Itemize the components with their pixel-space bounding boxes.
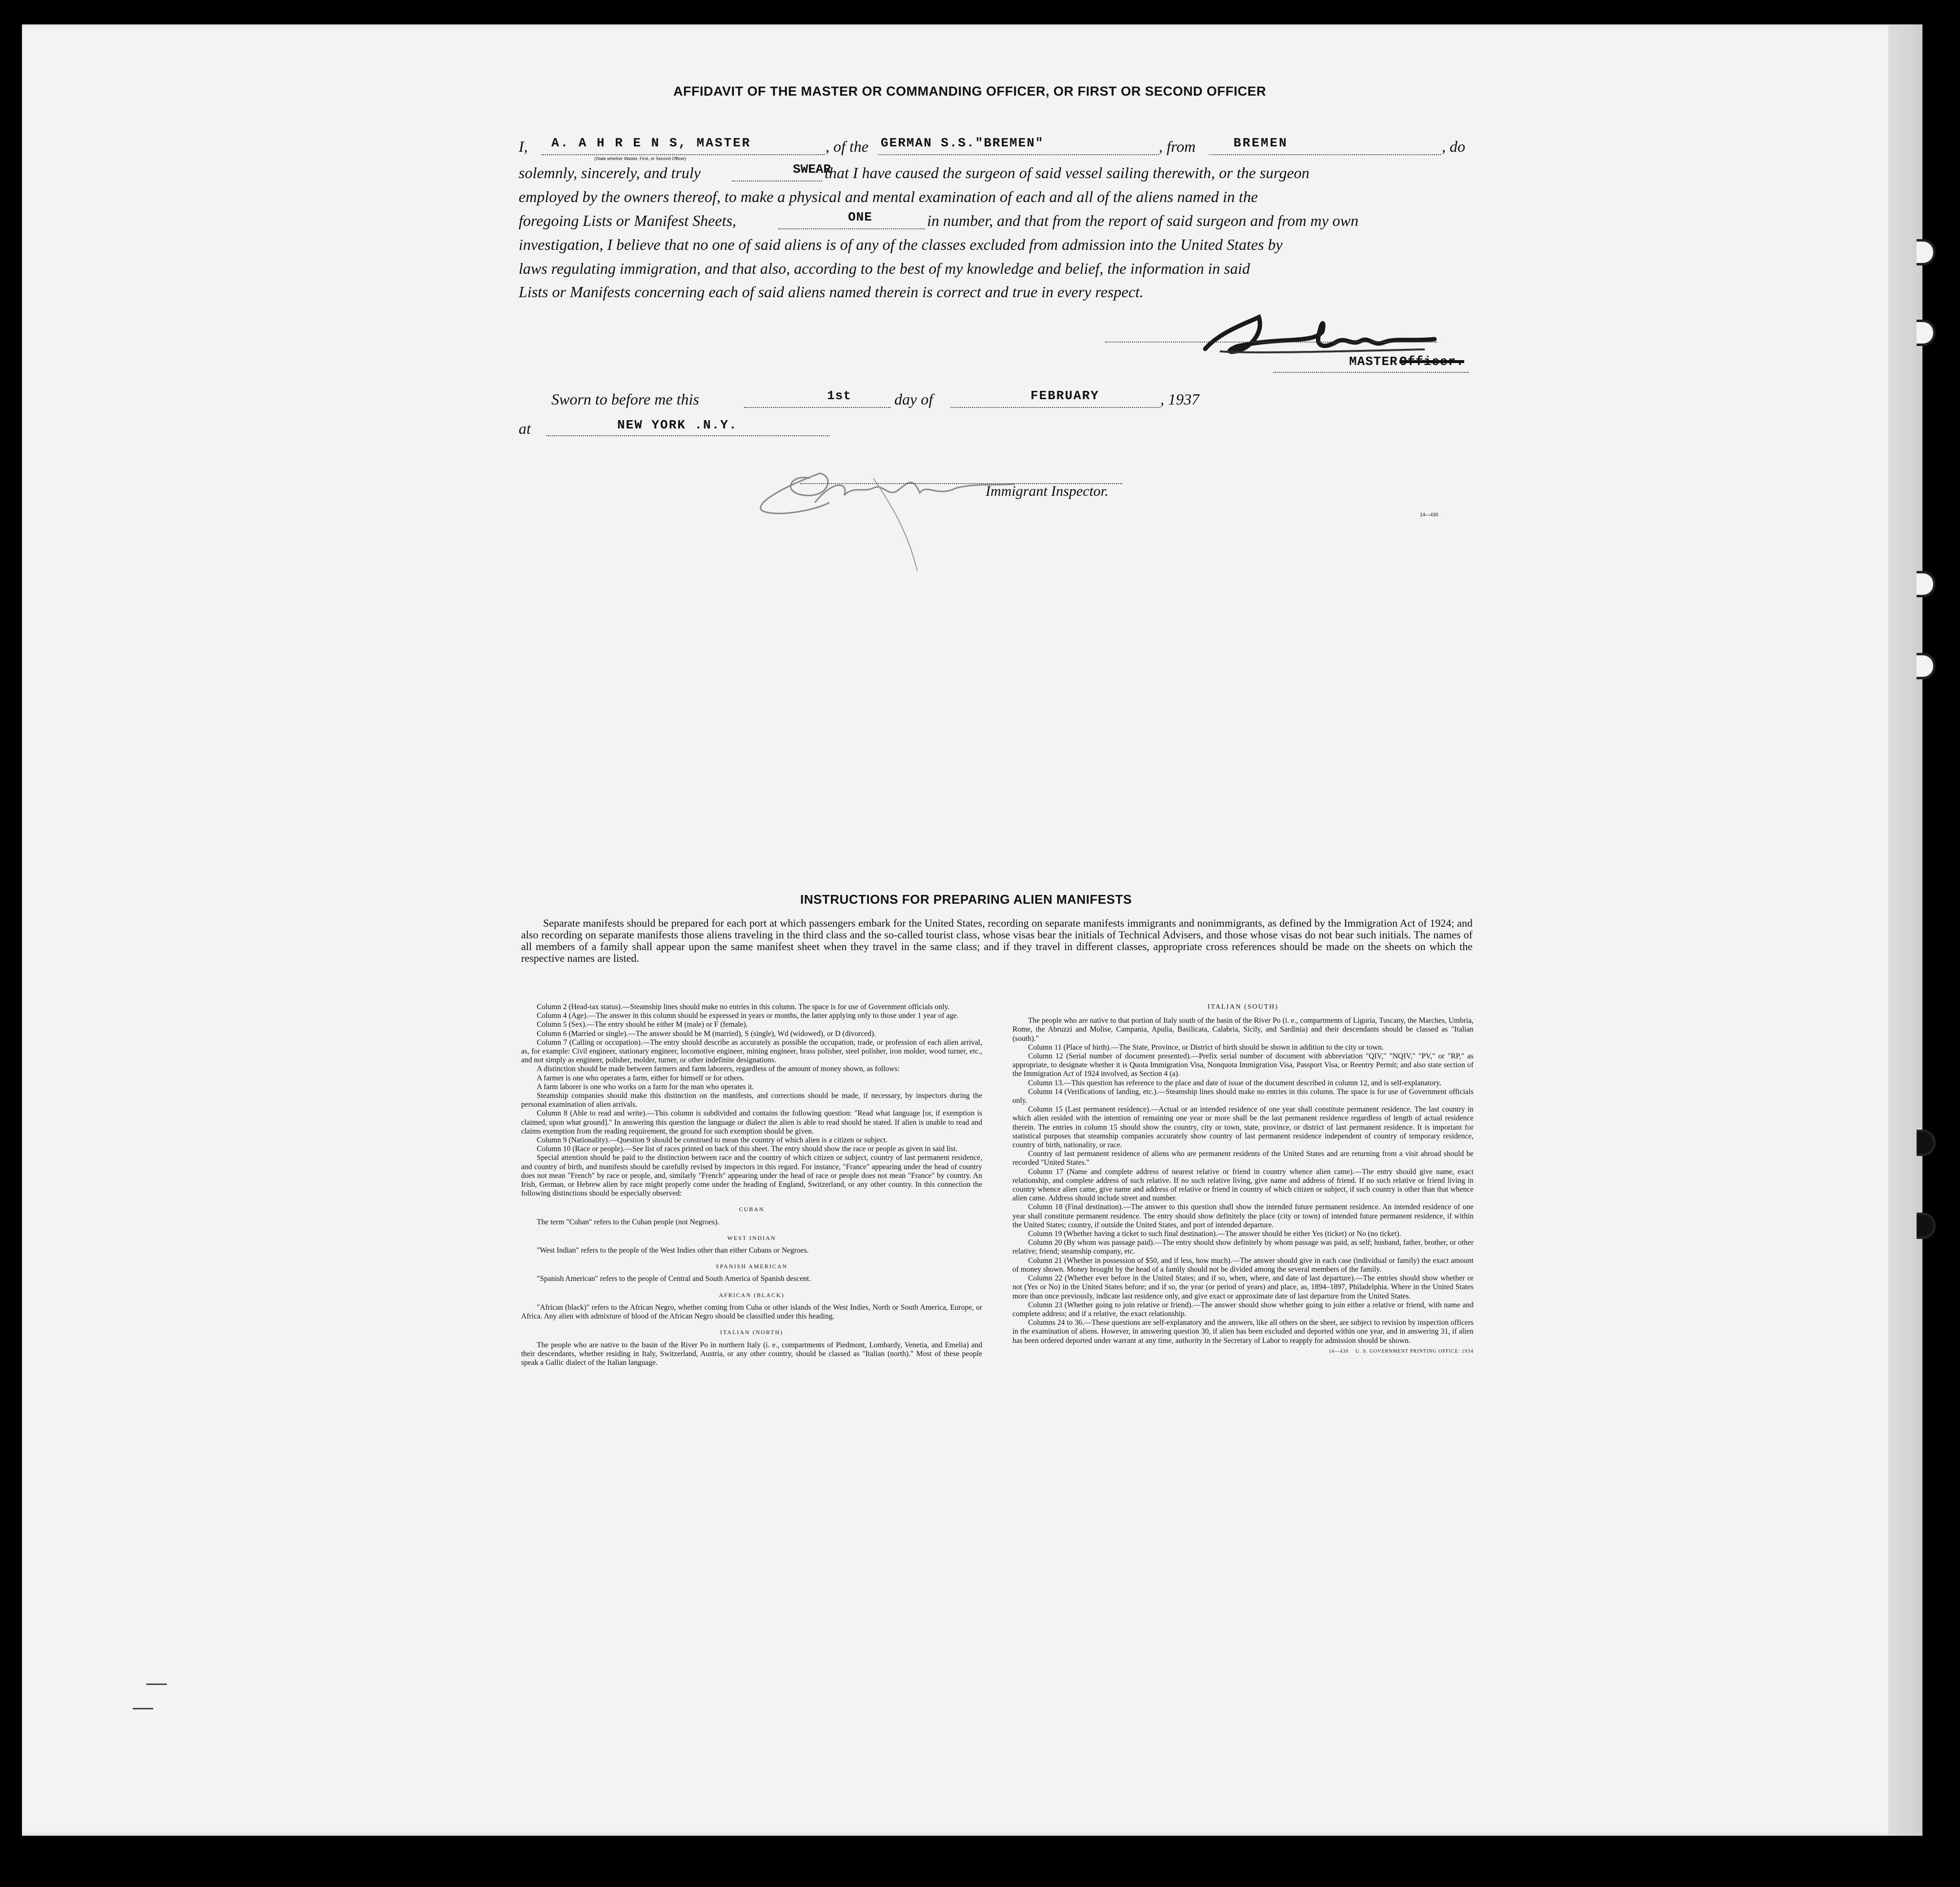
right-paragraph: Country of last permanent residence of aliens who are permanent residents of the United States and are returning from a visit abroad should be recorded "United States." xyxy=(1012,1150,1474,1167)
margin-mark xyxy=(146,1684,167,1685)
title-line xyxy=(1273,372,1469,373)
right-paragraph: Column 21 (Whether in possession of $50, and if less, how much).—The answer should give in each case (individual or family) the exact amount of money shown. Money brought by the head of a family should not be divided among the several members of the family. xyxy=(1012,1256,1474,1274)
port-value: BREMEN xyxy=(1233,136,1288,150)
page-edge-fold xyxy=(1888,24,1922,1836)
spanish-american-heading: SPANISH AMERICAN xyxy=(715,1263,788,1270)
affidavit-title: AFFIDAVIT OF THE MASTER OR COMMANDING OFFICER, OR FIRST OR SECOND OFFICER xyxy=(673,84,1266,99)
right-paragraph: Column 15 (Last permanent residence).—Actual or an intended residence of one year shall constitute permanent residence. The last country in which alien resided with the intention of remaining one year or more shall be the last permanent residence regardless of length of actual residence therein. The entries in column 15 should show the country, city or town, state, province, or district of last permanent residence. It is important for statistical purposes that steamship companies accurately show country of last permanent residence independent of country of temporary residence, country of birth, nationality, or race. xyxy=(1012,1105,1474,1150)
african-heading: AFRICAN (BLACK) xyxy=(719,1291,785,1299)
left-paragraph: A farmer is one who operates a farm, either for himself or for others. xyxy=(537,1074,745,1082)
sworn-day-line xyxy=(744,407,890,408)
master-signature-line xyxy=(1105,342,1437,343)
right-paragraph: Column 19 (Whether having a ticket to such final destination).—The answer should be either Yes (ticket) or No (no ticket). xyxy=(1028,1230,1401,1238)
do-label: , do xyxy=(1442,138,1465,155)
right-paragraph: Column 22 (Whether ever before in the United States; and if so, when, where, and date of last departure).—The entries should show whether or not (Yes or No) in the United States before; and if so, the year (or period of years) and place, as, 1894–1897, Philadelphia. Where in the United States more than once previously, indicate last residence only, and give exact or approximate date of last departure from the United States. xyxy=(1012,1274,1474,1300)
inspector-signature xyxy=(751,449,1083,581)
port-line xyxy=(1209,154,1441,155)
margin-mark xyxy=(133,1708,153,1709)
footer-form-number: 14—430 xyxy=(1329,1348,1349,1354)
place-line xyxy=(546,435,829,436)
spanish-american-text: "Spanish American" refers to the people of Central and South America of Spanish descent. xyxy=(537,1275,811,1283)
binder-hole xyxy=(1917,320,1936,346)
left-paragraph: A distinction should be made between farmers and farm laborers, regardless of the amount of money shown, as follows: xyxy=(537,1065,900,1074)
affidavit-line7: Lists or Manifests concerning each of said aliens named therein is correct and true in every respect. xyxy=(519,283,1144,301)
state-note: (State whether Master, First, or Second Officer) xyxy=(594,156,687,161)
sworn-month-value: FEBRUARY xyxy=(1031,388,1099,403)
cuban-heading: CUBAN xyxy=(739,1206,765,1213)
affidavit-line2-a: solemnly, sincerely, and truly xyxy=(519,164,701,182)
affidavit-line6: laws regulating immigration, and that also, according to the best of my knowledge and belief, the information in said xyxy=(519,260,1250,277)
right-paragraph: Column 13.—This question has reference to the place and date of issue of the document described in column 12, and is self-explanatory. xyxy=(1028,1078,1441,1087)
binder-hole xyxy=(1917,239,1936,265)
left-paragraph: Special attention should be paid to the distinction between race and the country of which citizen or subject, country of last permanent residence, and country of birth, and manifests should be carefully revised by inspectors in this regard. For instance, "France" appearing under the head of country does not mean "French" by race or people, and, similarly "French" appearing under the head of race or people does not mean "France" by country. An Irish, German, or Hebrew alien by race might properly come under the heading of England, Switzerland, or any other country. In this connection the following distinctions should be especially observed: xyxy=(521,1154,982,1198)
left-paragraph: Column 7 (Calling or occupation).—The entry should describe as accurately as possible the occupation, trade, or profession of each alien arrival, as, for example: Civil engineer, stationary engineer, locomotive engineer, mining engineer, brass polisher, steel polisher, iron molder, wood turner, etc., and not simply as engineer, polisher, molder, turner, or other indefinite designations. xyxy=(521,1038,982,1065)
name-line xyxy=(542,154,825,155)
oath-value: SWEAR xyxy=(793,162,831,177)
binder-hole xyxy=(1917,1130,1936,1156)
right-paragraph: The people who are native to that portion of Italy south of the basin of the River Po (i. e., compartments of Liguria, Tuscany, the Marches, Umbria, Rome, the Abruzzi and Molise, Campania, Apulia, Basilicata, Calabria, Sicily, and Sardinia) and their descendants should be classed as "Italian (south)." xyxy=(1012,1016,1474,1043)
inspector-title: Immigrant Inspector. xyxy=(986,483,1109,499)
right-paragraph: Column 17 (Name and complete address of nearest relative or friend in country whence alien came).—The entry should give name, exact relationship, and complete address of such relative. If no such relative living, give name and address of friend. If no such relative or friend living in country whence alien came, give name and address of relative or friend in country of which citizen or subject, if such country is other than that whence alien came. Address should include street and number. xyxy=(1012,1167,1474,1203)
footer-gpo: U. S. GOVERNMENT PRINTING OFFICE: 1934 xyxy=(1355,1348,1474,1354)
instructions-intro: Separate manifests should be prepared for each port at which passengers embark for the United States, recording on separate manifests immigrants and nonimmigrants, as defined by the Immigration Act of 1924; and also recording on separate manifests those aliens traveling in the third class and the so-called tourist class, whose visas bear the initials of Technical Advisers, and those whose visas do not bear such initials. The names of all members of a family shall appear upon the same manifest sheet when they travel in the same class; and if they travel in different classes, appropriate cross references should be made on the sheets on which the respective names are listed. xyxy=(521,917,1473,964)
sworn-place-value: NEW YORK .N.Y. xyxy=(617,418,738,432)
left-paragraph: Column 9 (Nationality).—Question 9 should be construed to mean the country of which alien is a citizen or subject. xyxy=(537,1136,888,1145)
vessel-line xyxy=(878,154,1159,155)
left-paragraph: Column 8 (Able to read and write).—This column is subdivided and contains the following question: "Read what language [or, if exemption is claimed, upon what ground]." In answering this question the language or dialect the alien is able to read should be stated. If alien is unable to read and claims exemption from the reading requirement, the ground for such exemption should be given. xyxy=(521,1109,982,1136)
vessel-value: GERMAN S.S."BREMEN" xyxy=(881,136,1044,150)
italian-north-heading: ITALIAN (NORTH) xyxy=(720,1329,784,1336)
sworn-day-value: 1st xyxy=(827,388,851,403)
left-paragraph: Column 4 (Age).—The answer in this column should be expressed in years or months, the latter applying only to those under 1 year of age. xyxy=(537,1012,959,1020)
left-paragraph: A farm laborer is one who works on a farm for the man who operates it. xyxy=(537,1082,754,1091)
at-label: at xyxy=(519,420,531,437)
affidavit-I: I, xyxy=(519,138,528,155)
right-paragraph: Columns 24 to 36.—These questions are self-explanatory and the answers, like all others on the sheet, are subject to revision by inspection officers in the examination of aliens. However, in answering question 30, if alien has been excluded and deported within one year, and in answering 31, if alien has been ordered deported under warrant at any time, authority in the Secretary of Labor to reapply for admission should be shown. xyxy=(1012,1319,1474,1345)
oath-line xyxy=(732,181,822,182)
sworn-month-line xyxy=(950,407,1160,408)
affidavit-line2-b: that I have caused the surgeon of said vessel sailing therewith, or the surgeon xyxy=(825,164,1310,182)
instructions-left-column xyxy=(521,1003,982,1367)
form-number: 14—430 xyxy=(1420,512,1438,518)
affidavit-line5: investigation, I believe that no one of said aliens is of any of the classes excluded from admission into the United States by xyxy=(519,236,1283,253)
african-text: "African (black)" refers to the African Negro, whether coming from Cuba or other islands of the West Indies, North or South America, Europe, or Africa. Any alien with admixture of blood of the African Negro should be classified under this heading. xyxy=(521,1303,982,1321)
right-paragraph: Column 11 (Place of birth).—The State, Province, or District of birth should be shown in addition to the city or town. xyxy=(1028,1043,1384,1052)
binder-hole xyxy=(1917,571,1936,597)
sheets-line xyxy=(778,228,925,229)
left-paragraph: Column 2 (Head-tax status).—Steamship lines should make no entries in this column. The space is for use of Government officials only. xyxy=(537,1003,950,1011)
binder-hole xyxy=(1917,1213,1936,1239)
italian-south-heading: ITALIAN (SOUTH) xyxy=(1207,1003,1279,1011)
west-indian-text: "West Indian" refers to the people of the West Indies other than either Cubans or Negroes. xyxy=(537,1246,809,1255)
west-indian-heading: WEST INDIAN xyxy=(727,1234,776,1241)
left-paragraph: Steamship companies should make this distinction on the manifests, and corrections should be made, if necessary, by inspectors during the personal examination of alien arrivals. xyxy=(521,1092,982,1109)
right-paragraph: Column 12 (Serial number of document presented).—Prefix serial number of document with abbreviation "QIV," "NQIV," "PV," or "RP," as appropriate, to designate whether it is Quota Immigration Visa, Nonquota Immigration Visa, Passport Visa, or Reentry Permit; and also state section of the Immigration Act of 1924 involved, as Section 4 (a). xyxy=(1012,1052,1474,1078)
day-of-label: day of xyxy=(894,390,933,408)
from-label: , from xyxy=(1159,138,1196,155)
footer-line xyxy=(1012,1347,1474,1356)
signer-title-struck: Officer. xyxy=(1399,354,1464,369)
left-paragraph: Column 10 (Race or people).—See list of races printed on back of this sheet. The entry should show the race or people as given in said list. xyxy=(537,1145,958,1154)
left-paragraph: Column 5 (Sex).—The entry should be either M (male) or F (female). xyxy=(537,1020,748,1029)
cuban-text: The term "Cuban" refers to the Cuban people (not Negroes). xyxy=(537,1217,720,1226)
instructions-right-column xyxy=(1012,1003,1474,1356)
of-the-label: , of the xyxy=(826,138,869,155)
sworn-year: , 1937 xyxy=(1160,390,1199,408)
right-paragraph: Column 18 (Final destination).—The answer to this question shall show the intended future permanent residence. An intended residence of one year shall constitute permanent residence. The entry should show definitely the place (city or town) of intended future permanent residence, if within the United States; country, if outside the United States, and port of intended departure. xyxy=(1012,1203,1474,1229)
master-name-value: A. A H R E N S, MASTER xyxy=(551,136,751,150)
affidavit-line4-a: foregoing Lists or Manifest Sheets, xyxy=(519,212,736,229)
right-paragraph: Column 14 (Verifications of landing, etc.).—Steamship lines should make no entries in this column. The space is for use of Government officials only. xyxy=(1012,1087,1474,1105)
binder-hole xyxy=(1917,653,1936,679)
sworn-label: Sworn to before me this xyxy=(551,390,699,408)
sheets-count-value: ONE xyxy=(848,210,872,224)
left-paragraph: Column 6 (Married or single).—The answer should be M (married), S (single), Wd (widowed), or D (divorced). xyxy=(537,1029,876,1038)
affidavit-line3: employed by the owners thereof, to make a physical and mental examination of each and all of the aliens named in the xyxy=(519,188,1258,205)
italian-north-text: The people who are native to the basin of the River Po in northern Italy (i. e., compartments of Piedmont, Lombardy, Venetia, and Emelia) and their descendants, whether residing in Italy, Switzerland, Austria, or any other country, should be classed as "Italian (north)." Most of these people speak a Gallic dialect of the Italian language. xyxy=(521,1340,982,1367)
right-paragraph: Column 20 (By whom was passage paid).—The entry should show definitely by whom passage was paid, as self; husband, father, brother, or other relative; friend; steamship company, etc. xyxy=(1012,1238,1474,1256)
master-signature xyxy=(1191,303,1444,361)
instructions-title: INSTRUCTIONS FOR PREPARING ALIEN MANIFESTS xyxy=(800,892,1132,907)
affidavit-line4-b: in number, and that from the report of said surgeon and from my own xyxy=(927,212,1359,229)
signer-title: MASTER xyxy=(1349,354,1398,369)
right-paragraph: Column 23 (Whether going to join relative or friend).—The answer should show whether going to join either a relative or friend, with name and complete address; and if a relative, the exact relationship. xyxy=(1012,1300,1474,1318)
